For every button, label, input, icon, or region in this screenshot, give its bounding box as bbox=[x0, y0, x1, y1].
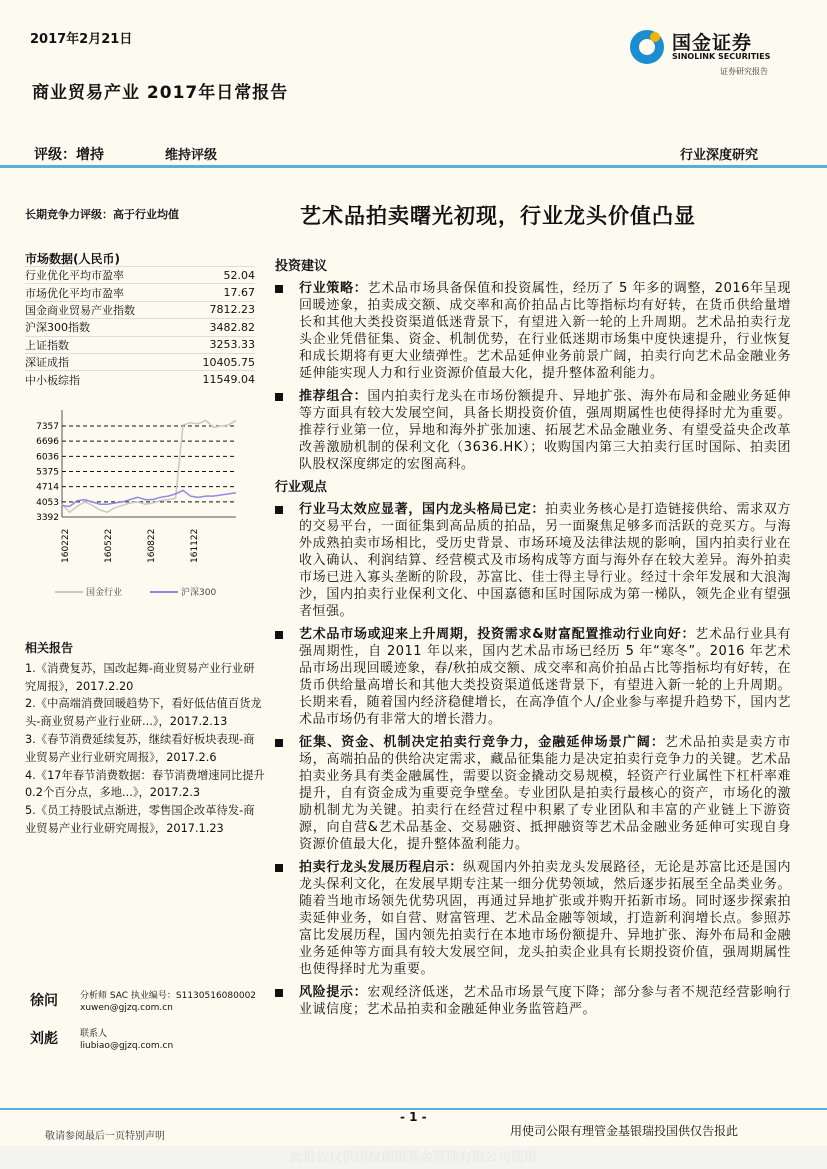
main-title: 艺术品拍卖曙光初现，行业龙头价值凸显 bbox=[300, 204, 696, 228]
y-tick-label: 6036 bbox=[36, 452, 59, 463]
related-report-link[interactable]: 1.《消费复苏，国改起舞-商业贸易产业行业研究周报》，2017.2.20 bbox=[25, 661, 255, 693]
related-title: 相关报告 bbox=[25, 641, 74, 655]
bullet-view bbox=[275, 626, 791, 728]
market-value: 3253.33 bbox=[209, 338, 255, 352]
logo-dot-icon bbox=[650, 32, 660, 42]
bullet-risk bbox=[275, 984, 791, 1018]
market-value: 10405.75 bbox=[202, 355, 255, 369]
report-title: 商业贸易产业 2017年日常报告 bbox=[32, 83, 289, 103]
report-type: 行业深度研究 bbox=[680, 148, 759, 163]
author-email[interactable]: xuwen@gjzq.com.cn bbox=[80, 1003, 173, 1013]
watermark: 此报告仅供国投瑞银基金管理有限公司使用 bbox=[0, 1146, 827, 1169]
authors bbox=[30, 990, 275, 1052]
bullet-heading: 推荐组合： bbox=[299, 389, 368, 404]
market-label: 上证指数 bbox=[25, 338, 69, 352]
y-tick-label: 7357 bbox=[36, 422, 59, 432]
author-name: 刘彪 bbox=[30, 1031, 58, 1047]
rating-action: 维持评级 bbox=[165, 148, 218, 163]
market-label: 国金商业贸易产业指数 bbox=[25, 303, 135, 317]
bullet-view bbox=[275, 501, 791, 620]
legend-label: 沪深300 bbox=[181, 588, 217, 598]
related-report-link[interactable]: 2.《中高端消费回暖趋势下，看好低估值百货龙头-商业贸易产业行业研...》，2017.2.13 bbox=[25, 697, 262, 729]
bullet-icon bbox=[275, 631, 283, 639]
market-value: 17.67 bbox=[223, 286, 255, 300]
market-label: 沪深300指数 bbox=[25, 321, 90, 335]
author-role: 联系人 bbox=[80, 1029, 108, 1039]
bullet-icon bbox=[275, 989, 283, 997]
bullet-text: 艺术品拍卖是卖方市场，高端拍品的供给决定需求，藏品征集能力是决定拍卖行竞争力的关键。艺术品拍卖业务具有类金融属性，需要以资金撬动交易规模，轻资产行业属性下杠杆率难提升，自有资金成为重要竞争壁垒。专业团队是拍卖行最核心的资产，市场化的激励机制尤为关键。拍卖行在经营过程中积累了专业团队和丰富的产业链上下游资源，向自营&艺术品基金、交易融资、抵押融资等艺术品金融业务延伸可实现自身资源价值最大化，提升整体盈利能力。 bbox=[299, 735, 791, 852]
related-reports bbox=[25, 640, 265, 838]
x-tick-label: 160522 bbox=[104, 528, 114, 563]
logo-cn: 国金证券 bbox=[672, 32, 753, 54]
y-tick-label: 3392 bbox=[36, 513, 59, 523]
series-line-industry bbox=[62, 420, 236, 512]
related-report-link[interactable]: 4.《17年春节消费数据：春节消费增速同比提升0.2个百分点，多地...》，2017.2.3 bbox=[25, 768, 265, 800]
disclaimer: 敬请参阅最后一页特别声明 bbox=[45, 1131, 165, 1142]
logo-en: SINOLINK SECURITIES bbox=[672, 52, 771, 61]
market-row bbox=[25, 318, 255, 335]
market-row bbox=[25, 283, 255, 300]
market-row bbox=[25, 353, 255, 370]
logo-subtitle: 证券研究报告 bbox=[720, 67, 768, 76]
market-row bbox=[25, 336, 255, 353]
main-content bbox=[275, 258, 791, 1024]
bullet-text: 艺术品市场具备保值和投资属性，经历了 5 年多的调整，2016年呈现回暖迹象，拍卖成交额、成交率和高价拍品占比等指标均有好转，在货币供给量增长和其他大类投资渠道低迷背景下，有望进入新一轮的上升周期。艺术品拍卖行龙头企业凭借征集、资金、机制优势，在行业低迷期市场集中度快速提升，行业恢复和成长期将有更大业绩弹性。艺术品延伸业务前景广阔，拍卖行向艺术品金融业务延伸能实现人力和行业资源价值最大化，提升整体盈利能力。 bbox=[299, 281, 791, 381]
bullet-icon bbox=[275, 506, 283, 514]
bullet-view bbox=[275, 859, 791, 978]
bullet-text: 宏观经济低迷，艺术品市场景气度下降；部分参与者不规范经营影响行业诚信度；艺术品拍卖和金融延伸业务监管趋严。 bbox=[299, 985, 791, 1017]
market-row bbox=[25, 301, 255, 318]
market-label: 中小板综指 bbox=[25, 373, 80, 387]
rating: 评级：增持 bbox=[34, 147, 104, 163]
bullet-text: 艺术品行业具有强周期性，自 2011 年以来，国内艺术品市场已经历 5 年“寒冬”。2016 年艺术品市场出现回暖迹象，春/秋拍成交额、成交率和高价拍品占比等指标均有好转，在货币供给量高增长和其他大类投资渠道低迷背景下，有望进入新一轮的上升周期。长期来看，随着国内经济稳健增长，在高净值个人/企业参与率提升趋势下，国内艺术品市场仍有非常大的增长潜力。 bbox=[299, 627, 791, 727]
bullet-view bbox=[275, 734, 791, 853]
bullet-icon bbox=[275, 393, 283, 401]
bullet-icon bbox=[275, 739, 283, 747]
market-value: 3482.82 bbox=[209, 320, 255, 334]
market-value: 7812.23 bbox=[209, 303, 255, 317]
section-views: 行业观点 bbox=[275, 480, 328, 495]
market-value: 52.04 bbox=[223, 268, 255, 282]
y-tick-label: 6696 bbox=[36, 437, 59, 448]
long-term-rating: 长期竞争力评级：高于行业均值 bbox=[25, 208, 179, 221]
x-tick-label: 161122 bbox=[190, 528, 200, 563]
section-investment: 投资建议 bbox=[275, 259, 328, 274]
y-tick-label: 4714 bbox=[36, 482, 59, 493]
footer-notice: 用使司公限有理管金基银瑞投国供仅告报此 bbox=[510, 1124, 739, 1138]
bullet-heading: 行业马太效应显著，国内龙头格局已定： bbox=[299, 502, 546, 517]
bullet-text: 纵观国内外拍卖龙头发展路径，无论是苏富比还是国内龙头保利文化，在发展早期专注某一细分优势领域，然后逐步拓展至全品类业务。随着当地市场领先优势巩固，再通过异地扩张或并购开拓新市场。同时逐步探索拍卖延伸业务，如自营、财富管理、艺术品金融等领域，打造新利润增长点。参照苏富比发展历程，国内领先拍卖行在本地市场份额提升、异地扩张、海外布局和金融业务延伸等方面具有较大发展空间，龙头拍卖企业具有长期投资价值，强周期属性也使得择时尤为重要。 bbox=[299, 860, 791, 977]
bullet-heading: 艺术品市场或迎来上升周期，投资需求&财富配置推动行业向好： bbox=[299, 627, 696, 642]
bullet-text: 国内拍卖行龙头在市场份额提升、异地扩张、海外布局和金融业务延伸等方面具有较大发展空间，具备长期投资价值，强周期属性也使得择时尤为重要。推荐行业第一位，异地和海外扩张加速、拓展艺术品金融业务、有望受益央企改革改善激励机制的保利文化（3636.HK）；收购国内第三大拍卖行匡时国际、拍卖团队股权深度绑定的宏图高科。 bbox=[299, 389, 791, 472]
bullet-heading: 风险提示： bbox=[299, 985, 368, 1000]
market-row bbox=[25, 370, 255, 387]
bullet-icon bbox=[275, 864, 283, 872]
bullet-portfolio bbox=[275, 388, 791, 473]
market-value: 11549.04 bbox=[202, 373, 255, 387]
header-divider bbox=[0, 165, 827, 168]
legend-label: 国金行业 bbox=[86, 588, 123, 598]
x-tick-label: 160222 bbox=[61, 528, 71, 563]
related-report-link[interactable]: 3.《春节消费延续复苏，继续看好板块表现-商业贸易产业行业研究周报》，2017.2.6 bbox=[25, 732, 255, 764]
related-report-link[interactable]: 5.《员工持股试点渐进，零售国企改革待发-商业贸易产业行业研究周报》，2017.1.23 bbox=[25, 804, 255, 835]
page-number: - 1 - bbox=[400, 1110, 427, 1124]
author-name: 徐问 bbox=[30, 993, 58, 1009]
market-data-table bbox=[25, 266, 255, 388]
bullet-heading: 行业策略： bbox=[299, 281, 368, 296]
y-tick-label: 4053 bbox=[36, 497, 59, 508]
author-role: 分析师 SAC 执业编号：S1130516080002 bbox=[80, 991, 257, 1001]
bullet-text: 拍卖业务核心是打造链接供给、需求双方的交易平台，一面征集到高品质的拍品，另一面聚焦足够多而活跃的竞买方。与海外成熟拍卖市场相比，受历史背景、市场环境及法律法规的影响，国内拍卖行业在收入确认、利润结算、经营模式及市场构成等方面与海外存在较大差异。海外拍卖市场已进入寡头垄断的阶段，苏富比、佳士得主导行业。经过十余年发展和大浪淘沙，国内拍卖行业保利文化、中国嘉德和匡时国际成为第一梯队，领先企业有望强者恒强。 bbox=[299, 502, 791, 619]
report-date: 2017年2月21日 bbox=[30, 32, 133, 47]
bullet-heading: 征集、资金、机制决定拍卖行竞争力，金融延伸场景广阔： bbox=[299, 735, 665, 750]
market-label: 深证成指 bbox=[25, 356, 69, 370]
market-row bbox=[25, 266, 255, 283]
price-chart bbox=[20, 410, 260, 610]
bullet-strategy bbox=[275, 280, 791, 382]
market-data-title: 市场数据(人民币) bbox=[25, 252, 120, 266]
x-tick-label: 160822 bbox=[147, 528, 157, 563]
bullet-heading: 拍卖行龙头发展历程启示： bbox=[299, 860, 464, 875]
bullet-icon bbox=[275, 285, 283, 293]
market-label: 行业优化平均市盈率 bbox=[25, 269, 124, 283]
market-label: 市场优化平均市盈率 bbox=[25, 286, 124, 300]
y-tick-label: 5375 bbox=[36, 467, 59, 478]
author-email[interactable]: liubiao@gjzq.com.cn bbox=[80, 1041, 174, 1051]
